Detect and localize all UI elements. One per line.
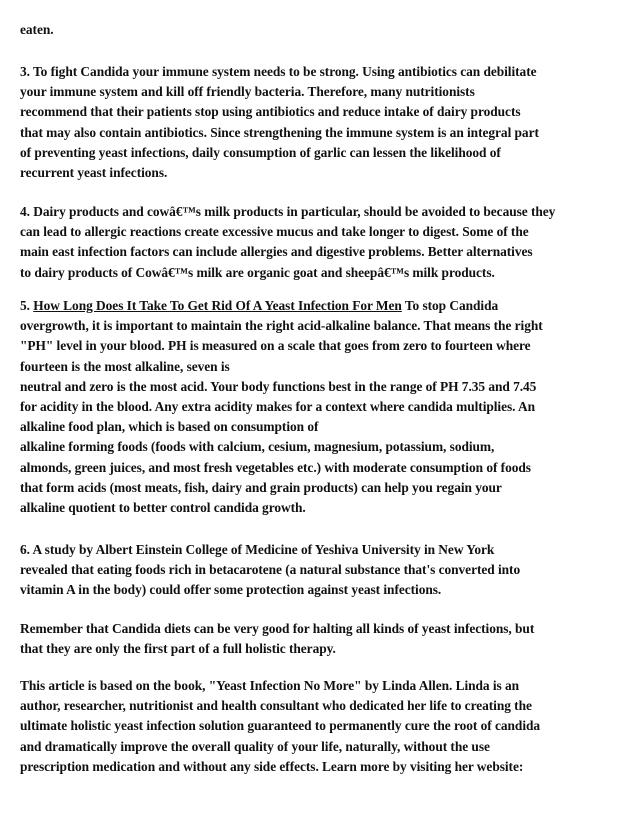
- text-line: almonds, green juices, and most fresh vegetables etc.) with moderate consumption of foods: [20, 459, 531, 475]
- text-line: This article is based on the book, "Yeast Infection No More" by Linda Allen. Linda is an: [20, 678, 520, 693]
- item-number: 5.: [20, 298, 34, 313]
- text-line: author, researcher, nutritionist and health consultant who dedicated her life to creating the: [20, 698, 532, 714]
- paragraph-item-3: [20, 62, 636, 183]
- paragraph-item-4: [20, 202, 636, 283]
- text-line: fourteen is the most alkaline, seven is: [20, 358, 230, 374]
- text-line: overgrowth, it is important to maintain the right acid-alkaline balance. That means the right: [20, 318, 543, 334]
- text-fragment: To stop Candida: [401, 298, 499, 313]
- text-line: alkaline food plan, which is based on consumption of: [20, 419, 319, 435]
- text-line: eaten.: [20, 22, 54, 37]
- text-line: main east infection factors can include allergies and digestive problems. Better alternatives: [20, 244, 533, 260]
- text-line: that form acids (most meats, fish, dairy and grain products) can help you regain your: [20, 479, 502, 495]
- paragraph-eaten: [20, 20, 636, 40]
- text-line: alkaline quotient to better control candida growth.: [20, 499, 306, 515]
- text-line: neutral and zero is the most acid. Your body functions best in the range of PH 7.35 and 7.45: [20, 378, 537, 394]
- text-line: [20, 296, 636, 316]
- text-line: for acidity in the blood. Any extra acidity makes for a context where candida multiplies. An: [20, 398, 536, 414]
- paragraph-item-6: [20, 540, 636, 601]
- text-line: ultimate holistic yeast infection solution guaranteed to permanently cure the root of candida: [20, 718, 541, 734]
- text-line: that they are only the first part of a full holistic therapy.: [20, 641, 336, 657]
- text-line: alkaline forming foods (foods with calcium, cesium, magnesium, potassium, sodium,: [20, 439, 495, 455]
- text-line: your immune system and kill off friendly bacteria. Therefore, many nutritionists: [20, 84, 475, 100]
- text-line: revealed that eating foods rich in betacarotene (a natural substance that's converted into: [20, 562, 521, 578]
- text-line: 4. Dairy products and cowâ€™s milk products in particular, should be avoided to because they: [20, 204, 556, 219]
- text-line: of preventing yeast infections, daily consumption of garlic can lessen the likelihood of: [20, 144, 501, 160]
- text-line: recurrent yeast infections.: [20, 164, 168, 180]
- paragraph-item-5: [20, 296, 636, 518]
- text-line: to dairy products of Cowâ€™s milk are organic goat and sheepâ€™s milk products.: [20, 264, 495, 280]
- text-line: Remember that Candida diets can be very good for halting all kinds of yeast infections, but: [20, 621, 535, 636]
- text-line: that may also contain antibiotics. Since strengthening the immune system is an integral part: [20, 124, 539, 140]
- text-line: recommend that their patients stop using antibiotics and reduce intake of dairy products: [20, 104, 521, 120]
- text-line: vitamin A in the body) could offer some protection against yeast infections.: [20, 582, 442, 598]
- text-line: prescription medication and without any side effects. Learn more by visiting her website:: [20, 758, 524, 774]
- text-line: 6. A study by Albert Einstein College of Medicine of Yeshiva University in New York: [20, 542, 495, 557]
- text-line: can lead to allergic reactions create excessive mucus and take longer to digest. Some of the: [20, 224, 529, 240]
- paragraph-remember: [20, 619, 636, 659]
- text-line: and dramatically improve the overall quality of your life, naturally, without the use: [20, 738, 490, 754]
- text-line: 3. To fight Candida your immune system needs to be strong. Using antibiotics can debilitate: [20, 64, 537, 79]
- article-link[interactable]: How Long Does It Take To Get Rid Of A Yeast Infection For Men: [33, 298, 402, 313]
- text-line: "PH" level in your blood. PH is measured on a scale that goes from zero to fourteen where: [20, 338, 531, 354]
- paragraph-article: [20, 676, 636, 777]
